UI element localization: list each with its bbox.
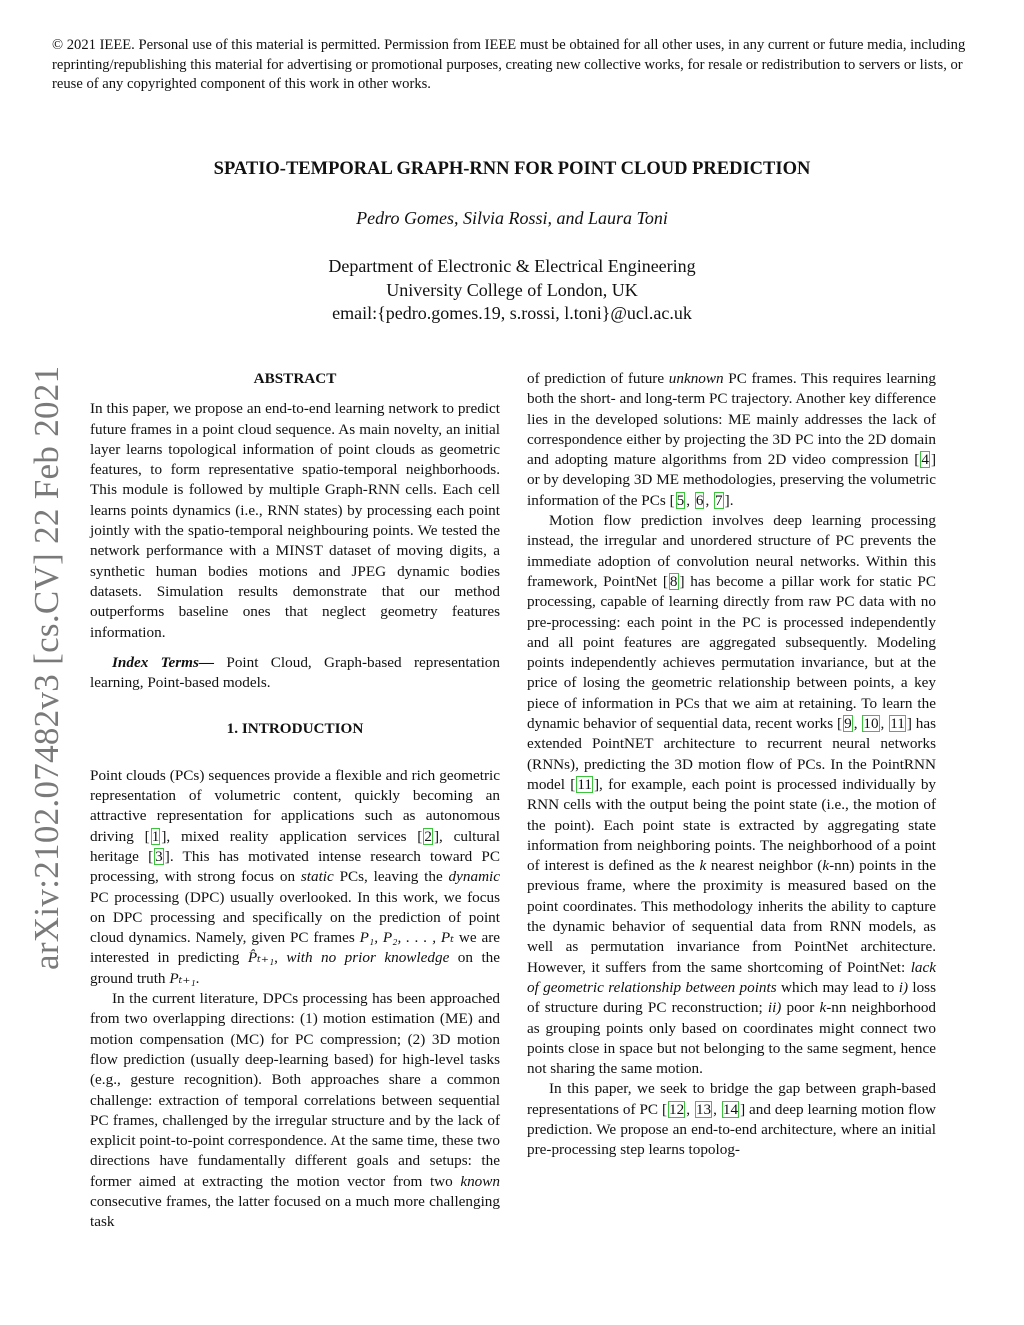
introduction-heading: 1. INTRODUCTION [226, 720, 364, 738]
citation-link[interactable]: 13 [695, 1100, 712, 1118]
italic-span: static [300, 868, 334, 886]
paper-authors: Pedro Gomes, Silvia Rossi, and Laura Toni [356, 208, 668, 228]
italic-span: with no prior knowledge [286, 949, 450, 967]
text-span: , cultural heritage [90, 827, 500, 865]
affiliation-email: email:{pedro.gomes.19, s.rossi, l.toni}@ucl.ac.uk [332, 303, 692, 323]
text-span: or by developing 3D ME methodologies, preserving the volumetric information of the PCs [527, 471, 936, 509]
text-span: -nn) points in the previous frame, where the proximity is measured based on the point coordinates. This methodology inherits the ability to capture the dynamic behavior of sequential data from RNN models, as well as permutation invariance from PointNet architecture. However, it suffers from the same shortcoming of PointNet: [527, 857, 936, 976]
text-span: PC frames. This requires learning both the short- and long-term PC trajectory. Another key difference lies in the developed solutions: ME mainly addresses the lack of correspondence either by projecting the 3D PC into the 2D domain and adopting mature algorithms from 2D video compression [527, 370, 936, 469]
text-span: Point clouds (PCs) sequences provide a flexible and rich geometric representation of volumetric content, quickly becoming an attractive representation for applications such as autonomous driving [90, 766, 500, 845]
italic-span: unknown [668, 370, 724, 387]
math-expression: k [819, 999, 827, 1017]
abstract-heading: ABSTRACT [253, 370, 337, 387]
text-span: PC processing (DPC) usually overlooked. In this work, we focus on DPC processing and specifically on the prediction of point cloud dynamics. Namely, given PC frames [90, 888, 500, 947]
text-span: nearest neighbor ( [706, 857, 823, 875]
paper-title: SPATIO-TEMPORAL GRAPH-RNN FOR POINT CLOUD PREDICTION [213, 159, 811, 179]
citation-link[interactable]: 9 [844, 715, 852, 733]
text-span: , mixed reality application services [166, 827, 418, 845]
citation-link[interactable]: 2 [424, 827, 432, 845]
intro-paragraph-5: In this paper, we seek to bridge the gap between graph-based representations of PC [ 12 , 13 , 14 ] and deep learning motion flow prediction. We propose an end-to-end architecture, where an initial pre-processing step learns topolog- [527, 1080, 937, 1159]
text-span: . This has motivated intense research toward PC processing, with strong focus on [90, 847, 500, 886]
text-span: loss of structure during PC reconstruction; [527, 978, 937, 1017]
arxiv-identifier: arXiv:2102.07482v3 [cs.CV] 22 Feb 2021 [27, 365, 66, 970]
index-terms-label: Index Terms— [112, 653, 215, 671]
text-span: consecutive frames, the latter focused on a much more challenging task [90, 1192, 500, 1231]
text-span: we are interested in predicting [90, 929, 500, 967]
italic-span: lack of geometric relationship between points [527, 958, 936, 996]
citation-link[interactable]: 1 [151, 827, 160, 845]
intro-paragraph-4: Motion flow prediction involves deep learning processing instead, the irregular and unordered structure of PC prevents the immediate adoption of convolution neural networks. Within this framework, PointNet [ 8 ] has become a pillar work for static PC processing, capable of learning directly from raw PC data with no pre-processing: each point in the PC is processed independently and all point features are aggregated subsequently. Modeling points independently achieves permutation invariance, but at the price of losing the geometric relationship between points, a key piece of information in PCs that we aim at retaining. To learn the dynamic behavior of sequential data, recent works [ 9 , 10 , 11 ] has extended PointNET architecture to recurrent neural networks (RNNs), predicting the 3D motion flow of PCs. In the PointRNN model [ 11 ], for example, each point is processed individually by RNN cells with the output being the point state (i.e., the motion of the point). Each point state is extracted by aggregating state information from neighboring points. The neighborhood of a point of interest is defined as the k nearest neighbor (k-nn) points in the previous frame, where the proximity is measured based on the point coordinates. This methodology inherits the ability to capture the dynamic behavior of sequential data from RNN models, as well as permutation invariance from PointNet architecture. However, it suffers from the same shortcoming of PointNet: lack of geometric relationship between points which may lead to i) loss of structure during PC reconstruction; ii) poor k-nn neighborhood as grouping points only based on coordinates might connect two points close in space but not belonging to the same segment, hence not sharing the same motion. [527, 512, 937, 1078]
citation-link[interactable]: 14 [722, 1100, 739, 1118]
intro-paragraph-1: Point clouds (PCs) sequences provide a flexible and rich geometric representation of volumetric content, quickly becoming an attractive representation for applications such as autonomous driving [ 1 ], mixed reality application services [ 2 ], cultural heritage [ 3 ]. This has motivated intense research toward PC processing, with strong focus on static PCs, leaving the dynamic PC processing (DPC) usually overlooked. In this work, we focus on DPC processing and specifically on the prediction of point cloud dynamics. Namely, given PC frames P₁, P₂, . . . , Pₜ we are interested in predicting P̂ₜ₊₁, with no prior knowledge on the ground truth Pₜ₊₁. [90, 766, 500, 987]
citation-link[interactable]: 8 [669, 572, 678, 590]
intro-paragraph-3: of prediction of future unknown PC frames. This requires learning both the short- and long-term PC trajectory. Another key difference lies in the developed solutions: ME mainly addresses the lack of correspondence either by projecting the 3D PC into the 2D domain and adopting mature algorithms from 2D video compression [ 4 ] or by developing 3D ME methodologies, preserving the volumetric information of the PCs [ 5 , 6 , 7 ]. [527, 370, 936, 509]
math-expression: k [699, 857, 707, 875]
index-terms-text: Point Cloud, Graph-based representation learning, Point-based models. [90, 653, 500, 692]
math-expression: Pₜ₊₁ [169, 969, 196, 987]
text-span: , [274, 949, 287, 967]
italic-span: known [460, 1172, 500, 1190]
citation-link[interactable]: 11 [577, 775, 592, 793]
text-span: In the current literature, DPCs processing has been approached from two overlapping directions: (1) motion estimation (ME) and motion compensation (MC) for PC compression; (2) 3D motion flow prediction (usually deep-learning based) for high-level tasks (e.g., gesture recognition). Both approaches share a common challenge: extraction of temporal correlations between sequential PC frames, challenged by the irregular structure and by the lack of explicit point-to-point correspondence. At the same time, these two directions have fundamentally different goals and setups: the former aimed at extracting the motion vector from two [90, 990, 500, 1190]
citation-link[interactable]: 10 [863, 715, 879, 733]
text-span: which may lead to [776, 978, 899, 996]
italic-span: i) [898, 978, 909, 996]
text-span: of prediction of future [527, 370, 669, 387]
citation-link[interactable]: 6 [695, 491, 704, 509]
text-span: PCs, leaving the [333, 868, 449, 886]
citation-link[interactable]: 5 [676, 491, 685, 509]
copyright-notice: © 2021 IEEE. Personal use of this material is permitted. Permission from IEEE must be obtained for all other uses, in any current or future media, including reprinting/republishing this material for advertising or promotional purposes, creating new collective works, for resale or redistribution to servers or lists, or reuse of any copyrighted component of this work in other works. [52, 37, 966, 93]
text-span: has become a pillar work for static PC processing, capable of learning directly from raw PC data with no pre-processing: each point in the PC is processed independently and all point features are aggregated subsequently. Modeling points independently achieves permutation invariance, but at the price of losing the geometric relationship between points, a key piece of information in PCs that we aim at retaining. To learn the dynamic behavior of sequential data, recent works [527, 572, 937, 733]
citation-link[interactable]: 12 [669, 1100, 685, 1118]
math-expression: k [822, 857, 830, 875]
text-span: In this paper, we seek to bridge the gap between graph-based representations of PC [527, 1080, 936, 1118]
math-expression: P₁, P₂, . . . , Pₜ [359, 929, 454, 947]
math-expression: P̂ₜ₊₁ [247, 949, 275, 967]
affiliation-department: Department of Electronic & Electrical Engineering [328, 256, 696, 276]
text-span: Motion flow prediction involves deep learning processing instead, the irregular and unordered structure of PC prevents the immediate adoption of convolution neural networks. Within this framework, PointNet [527, 512, 936, 590]
text-span: . [195, 969, 200, 987]
italic-span: ii) [767, 999, 782, 1017]
citation-link[interactable]: 11 [890, 715, 905, 733]
citation-link[interactable]: 4 [921, 451, 929, 469]
right-column [527, 369, 936, 1161]
text-span: -nn neighborhood as grouping points only based on coordinates might connect two points close in space but not belonging to the same segment, hence not sharing the same motion. [527, 999, 937, 1078]
text-span: , for example, each point is processed individually by RNN cells with the output being the point state (i.e., the motion of the point). Each point state is extracted by aggregating state information from neighboring points. The neighborhood of a point of interest is defined as the [527, 775, 937, 875]
text-span: poor [781, 999, 820, 1017]
text-span: on the ground truth [90, 949, 500, 987]
text-span: has extended PointNET architecture to recurrent neural networks (RNNs), predicting the 3D motion flow of PCs. In the PointRNN model [527, 715, 937, 793]
intro-paragraph-2 [90, 989, 500, 1233]
citation-link[interactable]: 7 [715, 491, 723, 509]
citation-link[interactable]: 3 [155, 847, 163, 865]
affiliation-university: University College of London, UK [386, 280, 638, 300]
left-column [90, 369, 500, 1233]
abstract-text: In this paper, we propose an end-to-end learning network to predict future frames in a point cloud sequence. As main novelty, an initial layer learns topological information of point clouds as geometric features, to form representative spatio-temporal neighborhoods. This module is followed by multiple Graph-RNN cells. Each cell learns points dynamics (i.e., RNN states) by processing each point jointly with the spatio-temporal neighbouring points. We tested the network performance with a MINST dataset of moving digits, a synthetic human bodies motions and JPEG dynamic bodies datasets. Simulation results demonstrate that our method outperforms baseline ones that neglect geometry features information. [90, 400, 500, 641]
text-span: . [729, 491, 734, 509]
text-span: and deep learning motion flow prediction. We propose an end-to-end architecture, where an initial pre-processing step learns topolog- [527, 1100, 937, 1159]
italic-span: dynamic [448, 868, 500, 886]
index-terms [90, 653, 500, 694]
